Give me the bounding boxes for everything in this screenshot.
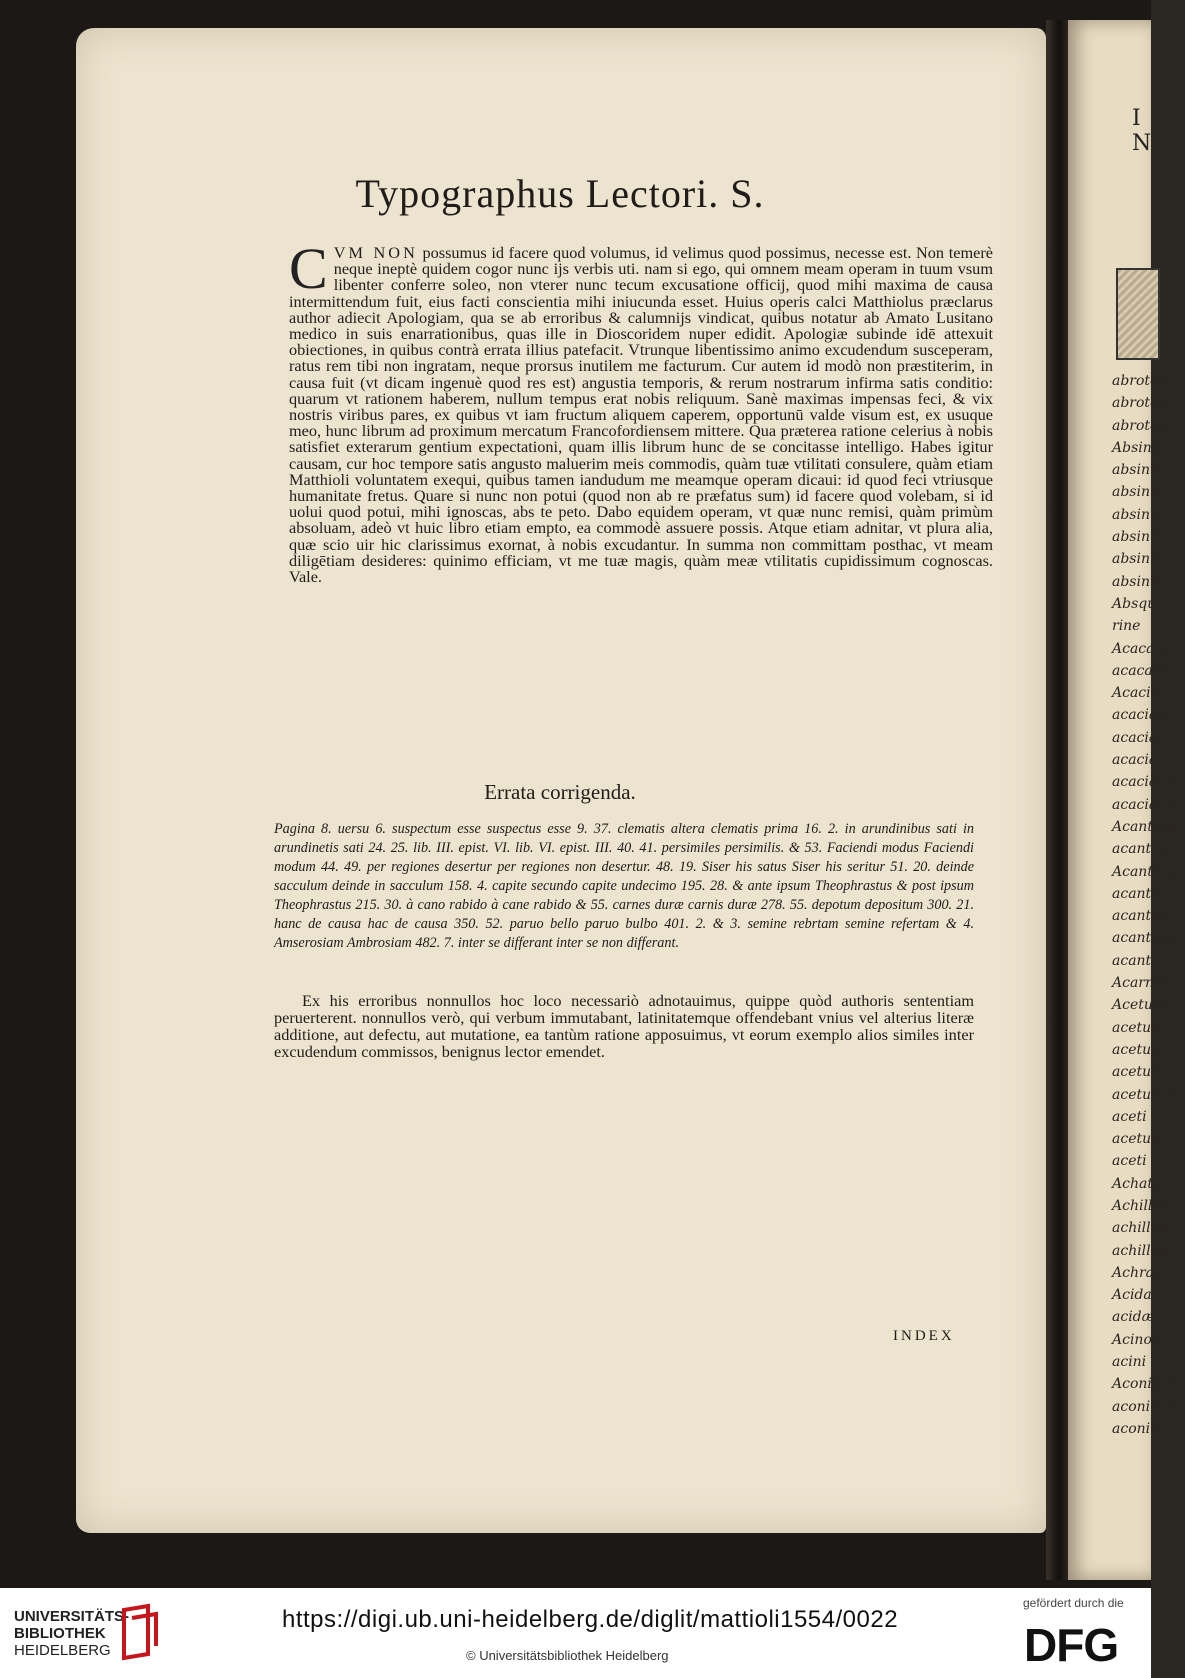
index-word: Achillea (1112, 1197, 1170, 1214)
permalink-url[interactable]: https://digi.ub.uni-heidelberg.de/diglit/mattioli1554/0022 (282, 1606, 899, 1633)
index-word: acini (1112, 1354, 1147, 1371)
index-word: aceti (1112, 1108, 1147, 1125)
index-word: Acinos (1112, 1331, 1160, 1348)
index-word: acanthi (1112, 885, 1165, 902)
index-word: Acanthus (1112, 863, 1179, 880)
index-word: acaciæ al (1112, 774, 1180, 791)
index-word: acetum (1112, 1064, 1165, 1081)
index-word: Acarnæ (1112, 975, 1168, 992)
preface-body: possumus id facere quod volumus, id velimus quod possimus, necesse est. Non temerè neque ineptè quidem cogor nunc ijs verbis uti. nam si ego, qui omnem meam operam in tuum vsum libenter conferre soleo, non vterer nunc tecum excusatione officij, quod mihi maxima de causa intermittendum fuit, eius facti conscientia mihi iniucunda esset. Huius operis calci Matthiolus præclarus author adiecit Apologiam, qua se ab erroribus & calumnijs vindicat, quibus notatur ab Amato Lusitano medico in suis enarrationibus, quas ille in Dioscoridem nuper edidit. Apologiæ subinde idē attexuit obiectiones, in quibus contrà errata illius patefacit. Vtrunque libentissimo animo excudendum susceperam, ratus rem tibi non ingratam, neque prorsus inutilem me facturum. Cur autem id modò non præstiterim, in causa fuit (vt dicam ingenuè quod res est) angustia temporis, & rerum nostrarum infirma satis conditio: quarum vt rationem haberem, nullum tempus erat nobis reliquum. Sanè maximas impensas feci, & vix nostris viribus pares, ex quibus vt iam fructum aliquem caperem, opportunū valde visum est, ex usuque meo, hunc librum ad proximum mercatum Francofordiensem mittere. Qua præterea ratione celerius à nobis satisfiet exterarum gentium expectationi, quam illis librum hunc de se concitasse intelligo. Habes igitur causam, cur hoc tempore satis angusto maluerim meis commodis, quàm tuæ vtilitati consulere, quàm etiam Matthioli voluntatem exequi, quibus tamen iandudum me meamque operam dicaui: id quod feci vtriusque humanitate fretus. Quare si nunc non potui (quod non ab re præfatus sum) id facere quod volebam, si id uolui quod potui, mihi ignoscas, abs te peto. Dabo equidem operam, vt quæ nunc remisi, quàm primùm absoluam, adeò vt huic libro etiam empto, ea commodè assuere possis. Atque etiam adnitar, vt plura alia, quæ scio uir hic clarissimus exornat, à nobis excudantur. In summa non committam posthac, vt meam diligētiam desideres: quinimo efficiam, vt me tuæ magis, quàm meæ vtilitatis cupidissimum cognoscas. Vale. (289, 243, 993, 587)
errata-note: Ex his erroribus nonnullos hoc loco necessariò adnotauimus, quippe quòd authoris sententiam peruerterent. nonnullos verò, qui verbum immutabant, latinitatemque offendebant vnius vel alterius literæ additione, aut defectu, aut mutatione, ea tantùm ratione apposuimus, vt eorum exemplo alios similes inter excudendum commissos, benignus lector emendet. (274, 991, 974, 1061)
page-title: Typographus Lectori. S. (355, 171, 765, 216)
index-word: acaciæ ui (1112, 796, 1180, 813)
copyright-notice: © Universitätsbibliothek Heidelberg (466, 1648, 669, 1663)
preface-text (289, 236, 993, 587)
index-word: acetum (1112, 1131, 1165, 1148)
index-word: absinth (1112, 506, 1165, 523)
errata-list: Pagina 8. uersu 6. suspectum esse suspectus esse 9. 37. clematis altera clematis prima 16. 2. in arundinibus sati in arundinetis sati 24. 25. lib. III. epist. VI. lib. VI. epist. III. 40. 41. persimiles persimilis. & 53. Faciendi modus Faciendi modum 44. 49. per regiones desertur per regiones non desertur. 48. 19. Siser his satus Siser his seritur 51. 20. deinde sacculum deinde in sacculum 158. 4. capite secundo capite undecimo 195. 28. & ante ipsum Theophrastus & post ipsum Theophrastus 215. 30. à cano rabido à cane rabido & 55. carnes duræ carnis duræ 278. 55. depotum depositum 300. 21. hanc de causa hac de causa 350. 52. paruo bello paruo bulbo 401. 2. & 3. semine rebrtam semine refertam & 4. Amserosiam Ambrosiam 482. 7. inter se differant inter se non differant. (274, 821, 974, 951)
index-word: Acanthus (1112, 818, 1179, 835)
running-head: I N (1132, 106, 1158, 156)
index-word: abroton (1112, 395, 1168, 412)
index-word: Acacia (1112, 685, 1159, 702)
index-word: Achatæ (1112, 1175, 1167, 1192)
index-word: acanthij (1112, 841, 1170, 858)
index-word: acacalis (1112, 662, 1169, 679)
funding-label: gefördert durch die (1023, 1596, 1124, 1610)
index-word: Absqu (1112, 595, 1157, 612)
index-word: acacia al (1112, 707, 1175, 724)
index-word: Acetum (1112, 997, 1167, 1014)
index-word: aconitum (1112, 1398, 1179, 1415)
index-word: acidæ (1112, 1309, 1155, 1326)
errata-heading: Errata corrigenda. (484, 780, 636, 804)
dfg-logo[interactable]: DFG (1024, 1619, 1119, 1671)
index-word: acanthus (1112, 930, 1177, 947)
book-gutter (1046, 20, 1068, 1580)
index-word: Aconitum (1112, 1376, 1180, 1393)
index-word: abroton (1112, 417, 1168, 434)
index-word: absinth (1112, 551, 1165, 568)
index-word: absinth (1112, 573, 1165, 590)
index-word: absinth (1112, 529, 1165, 546)
index-word: acetum ex (1112, 1086, 1185, 1103)
index-word: absinth (1112, 484, 1165, 501)
index-word: abroton (1112, 373, 1168, 389)
index-word: acacia o (1112, 752, 1171, 769)
index-word: Acacalis (1112, 640, 1171, 657)
drop-capital: C (289, 236, 328, 301)
library-emblem-icon (118, 1604, 162, 1660)
index-word: absinth (1112, 462, 1165, 479)
index-word: aceti (1112, 1153, 1147, 1170)
viewer-footer (0, 1588, 1151, 1678)
index-word: acetum (1112, 1041, 1165, 1058)
index-word: achilleæ (1112, 1242, 1173, 1259)
index-word: aconiti (1112, 1420, 1161, 1437)
index-word: achilleæ (1112, 1220, 1173, 1237)
woodcut-illustration (1116, 268, 1160, 360)
index-word: acanthiu (1112, 908, 1174, 925)
index-word: Acida (1112, 1287, 1152, 1304)
preface-opening: VM NON (333, 243, 418, 262)
index-word: acaciæ c (1112, 729, 1175, 746)
catchword: INDEX (893, 1328, 955, 1344)
library-name-line1: UNIVERSITÄTS- (14, 1608, 130, 1625)
library-name-line2: BIBLIOTHEK (14, 1625, 106, 1642)
right-page-index-words (1112, 370, 1185, 1440)
library-logo[interactable] (14, 1608, 129, 1659)
index-word: acetum (1112, 1019, 1165, 1036)
index-word: Achras (1112, 1264, 1162, 1281)
index-word: Absinth (1112, 439, 1167, 456)
index-word: acanthi (1112, 952, 1165, 969)
index-word: rine (1112, 618, 1141, 635)
library-name-line3: HEIDELBERG (14, 1642, 111, 1659)
